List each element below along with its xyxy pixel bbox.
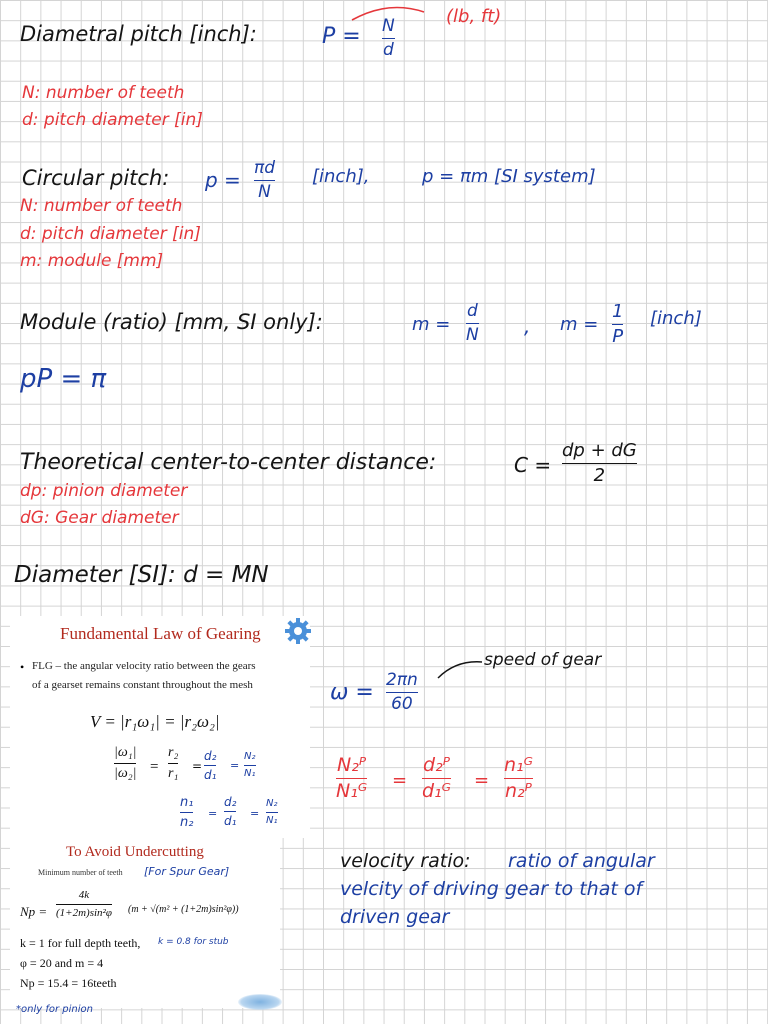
np-fraction <box>56 890 112 919</box>
fraction-numerator: N₂ <box>266 798 278 809</box>
circular-pitch-unit: [inch], <box>312 166 370 187</box>
def-gear-diameter: dG: Gear diameter <box>20 508 179 528</box>
fraction-denominator: N₁ <box>266 815 278 826</box>
diametral-pitch-title: Diametral pitch [inch]: <box>20 22 257 46</box>
pointer-curve-icon <box>436 656 484 680</box>
diametral-pitch-symbol: P = <box>322 24 361 49</box>
flg-speed-ratio <box>180 796 193 829</box>
fraction-bar <box>422 778 451 779</box>
units-arc-icon <box>348 2 428 24</box>
circular-pitch-si-formula: p = πm [SI system] <box>422 166 596 187</box>
flg-equals: = <box>208 807 218 820</box>
speed-ratio <box>504 756 533 801</box>
fraction-bar <box>266 812 278 813</box>
speed-of-gear-label: speed of gear <box>484 650 602 670</box>
center-distance-fraction <box>562 442 637 485</box>
fraction-numerator: n₁ <box>180 795 194 810</box>
np-symbol: Np = <box>20 904 48 919</box>
circular-pitch-symbol: p = <box>205 168 241 192</box>
velocity-ratio-label: velocity ratio: <box>340 850 471 872</box>
flg-equals: = <box>230 759 240 772</box>
flg-equals: = <box>150 759 159 775</box>
fraction-numerator: |ω₁| <box>114 745 137 760</box>
fraction-numerator: πd <box>254 158 276 178</box>
velocity-ratio-line3: driven gear <box>340 906 450 928</box>
fraction-numerator: d₂ᴾ <box>423 754 450 776</box>
def-pitch-diameter: d: pitch diameter [in] <box>22 110 203 130</box>
def-number-of-teeth: N: number of teeth <box>20 196 183 216</box>
fraction-denominator: n₂ <box>180 815 194 830</box>
fraction-numerator: 4k <box>78 889 90 901</box>
module-m1-symbol: m = <box>412 314 451 335</box>
fraction-numerator: d₂ <box>224 795 237 809</box>
fraction-bar <box>382 38 395 39</box>
angular-velocity-symbol: ω = <box>330 680 374 705</box>
fraction-numerator: 2πn <box>386 670 418 690</box>
splash-decoration <box>238 994 282 1010</box>
undercut-slide-image <box>10 838 280 1008</box>
fraction-bar <box>114 763 136 764</box>
k-stub-note: k = 0.8 for stub <box>158 937 229 947</box>
def-pinion-diameter: dp: pinion diameter <box>20 481 188 501</box>
fraction-bar <box>612 324 623 325</box>
fraction-numerator: N₂ᴾ <box>337 754 367 776</box>
flg-velocity-equation: V = |r₁ω₁| = |r₂ω₂| <box>90 712 220 731</box>
fraction-denominator: N <box>466 325 479 345</box>
undercut-subtitle: Minimum number of teeth <box>38 868 123 877</box>
flg-slide-image <box>10 616 310 838</box>
fraction-denominator: n₂ᴾ <box>505 780 532 802</box>
k-full-depth: k = 1 for full depth teeth, <box>20 936 141 950</box>
ratio-equals: = <box>474 770 490 791</box>
def-module: m: module [mm] <box>20 251 164 271</box>
ratio-equals: = <box>392 770 408 791</box>
fraction-bar <box>204 765 216 766</box>
module-comma: , <box>524 314 531 338</box>
velocity-ratio-line2: velcity of driving gear to that of <box>340 878 643 900</box>
flg-diameter-ratio-2 <box>224 796 236 827</box>
pitch-relation: pP = π <box>20 364 107 394</box>
flg-radius-ratio <box>168 746 178 781</box>
flg-diameter-ratio <box>204 750 216 781</box>
fraction-bar <box>168 763 178 764</box>
flg-equals: = <box>192 759 203 773</box>
fraction-denominator: d <box>382 40 394 60</box>
fraction-denominator: d₁ᴳ <box>422 780 451 802</box>
fraction-numerator: N <box>382 16 395 36</box>
module-m1-fraction <box>466 303 479 344</box>
np-result: Np = 15.4 = 16teeth <box>20 976 117 990</box>
flg-text-line2: of a gearset remains constant throughout the mesh <box>32 679 253 691</box>
flg-text-line1: FLG – the angular velocity ratio between the gears <box>32 660 256 672</box>
flg-omega-ratio <box>114 746 136 781</box>
flg-bullet: • <box>20 660 25 674</box>
diameter-si-formula: Diameter [SI]: d = MN <box>14 562 269 588</box>
fraction-bar <box>504 778 533 779</box>
fraction-numerator: d₂ <box>204 749 217 763</box>
module-m2-unit: [inch] <box>650 308 702 329</box>
fraction-bar <box>224 811 236 812</box>
center-distance-title: Theoretical center-to-center distance: <box>20 450 437 475</box>
flg-equals: = <box>250 807 260 820</box>
diameter-ratio <box>422 756 451 801</box>
fraction-bar <box>386 692 418 693</box>
fraction-denominator: 2 <box>593 465 606 486</box>
def-number-of-teeth: N: number of teeth <box>22 83 185 103</box>
fraction-bar <box>254 180 275 181</box>
fraction-denominator: d₁ <box>204 768 217 782</box>
angular-velocity-fraction <box>386 672 418 713</box>
fraction-numerator: n₁ᴳ <box>504 754 533 776</box>
fraction-bar <box>56 904 112 905</box>
fraction-denominator: N₁ <box>244 768 256 779</box>
module-title: Module (ratio) [mm, SI only]: <box>20 310 323 334</box>
fraction-denominator: r₁ <box>168 766 179 781</box>
center-distance-symbol: C = <box>514 453 552 477</box>
velocity-ratio-line1: ratio of angular <box>508 850 655 872</box>
fraction-denominator: P <box>612 326 624 347</box>
fraction-denominator: 60 <box>391 694 413 714</box>
fraction-denominator: d₁ <box>224 814 237 828</box>
fraction-denominator: N₁ᴳ <box>336 780 368 802</box>
np-expression: (m + √(m² + (1+2m)sin²φ)) <box>128 904 239 915</box>
fraction-denominator: N <box>258 182 271 202</box>
def-pitch-diameter: d: pitch diameter [in] <box>20 224 201 244</box>
gear-icon <box>284 616 312 646</box>
undercut-slide-title: To Avoid Undercutting <box>66 844 204 860</box>
fraction-denominator: |ω₂| <box>114 766 137 781</box>
fraction-bar <box>336 778 367 779</box>
fraction-denominator: (1+2m)sin²φ <box>56 907 112 919</box>
teeth-ratio <box>336 756 367 801</box>
units-note: (lb, ft) <box>446 6 502 27</box>
module-m2-fraction <box>612 303 623 346</box>
circular-pitch-fraction <box>254 160 275 201</box>
pinion-footnote: *only for pinion <box>16 1004 93 1015</box>
fraction-numerator: N₂ <box>244 751 256 762</box>
fraction-bar <box>466 323 479 324</box>
flg-teeth-ratio-2 <box>266 799 278 826</box>
phi-and-m: φ = 20 and m = 4 <box>20 956 104 970</box>
fraction-numerator: 1 <box>612 301 624 322</box>
fraction-bar <box>244 765 256 766</box>
flg-teeth-ratio <box>244 752 256 779</box>
module-m2-symbol: m = <box>560 314 599 335</box>
fraction-numerator: d <box>466 301 478 321</box>
fraction-numerator: dp + dG <box>562 440 637 461</box>
fraction-numerator: r₂ <box>168 745 179 760</box>
diametral-pitch-fraction <box>382 18 395 59</box>
circular-pitch-title: Circular pitch: <box>22 166 170 190</box>
fraction-bar <box>562 463 637 464</box>
flg-slide-title: Fundamental Law of Gearing <box>60 624 261 643</box>
spur-gear-note: [For Spur Gear] <box>144 865 230 878</box>
fraction-bar <box>180 812 193 813</box>
